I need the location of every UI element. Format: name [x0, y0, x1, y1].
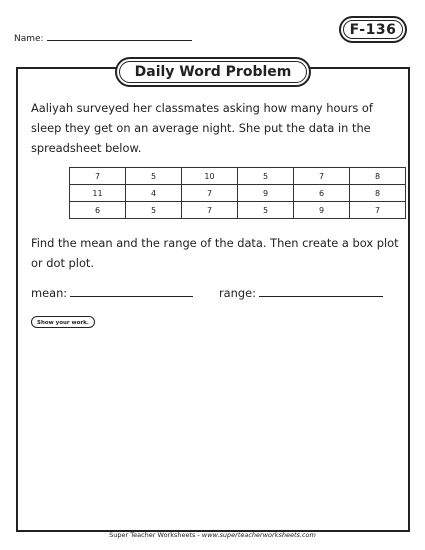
table-row: [70, 185, 406, 202]
range-blank-line[interactable]: [259, 286, 383, 297]
question-text: Find the mean and the range of the data. Then create a box plot or dot plot.: [31, 236, 399, 270]
table-cell: 5: [126, 168, 182, 185]
table-cell: 9: [238, 185, 294, 202]
table-cell: 10: [182, 168, 238, 185]
table-cell: 7: [182, 185, 238, 202]
name-field: [14, 32, 192, 44]
worksheet-code: F-136: [349, 22, 397, 38]
footer-brand: Super Teacher Worksheets -: [109, 531, 202, 539]
name-label: Name:: [14, 34, 44, 44]
table-row: [70, 168, 406, 185]
table-cell: 5: [238, 202, 294, 219]
table-cell: 6: [294, 185, 350, 202]
mean-blank-line[interactable]: [70, 286, 193, 297]
problem-text: Aaliyah surveyed her classmates asking how many hours of sleep they get on an average night. She put the data in the spreadsheet below.: [31, 101, 373, 155]
mean-label: mean:: [31, 286, 68, 300]
table-cell: 6: [70, 202, 126, 219]
table-cell: 7: [350, 202, 406, 219]
table-cell: 4: [126, 185, 182, 202]
table-cell: 8: [350, 185, 406, 202]
footer-url: www.superteacherworksheets.com: [201, 531, 316, 539]
title-banner: [115, 57, 311, 87]
footer: [0, 531, 425, 539]
table-cell: 5: [238, 168, 294, 185]
table-cell: 8: [350, 168, 406, 185]
table-cell: 7: [294, 168, 350, 185]
table-cell: 7: [182, 202, 238, 219]
range-answer: [219, 286, 383, 300]
table-row: [70, 202, 406, 219]
table-cell: 11: [70, 185, 126, 202]
table-cell: 9: [294, 202, 350, 219]
table-cell: 5: [126, 202, 182, 219]
name-blank-line[interactable]: [47, 32, 192, 41]
mean-answer: [31, 286, 193, 300]
show-work-badge: Show your work.: [31, 316, 95, 328]
range-label: range:: [219, 286, 256, 300]
data-table: [69, 167, 406, 219]
page-title: Daily Word Problem: [134, 64, 292, 80]
worksheet-code-badge: [339, 16, 407, 43]
table-cell: 7: [70, 168, 126, 185]
